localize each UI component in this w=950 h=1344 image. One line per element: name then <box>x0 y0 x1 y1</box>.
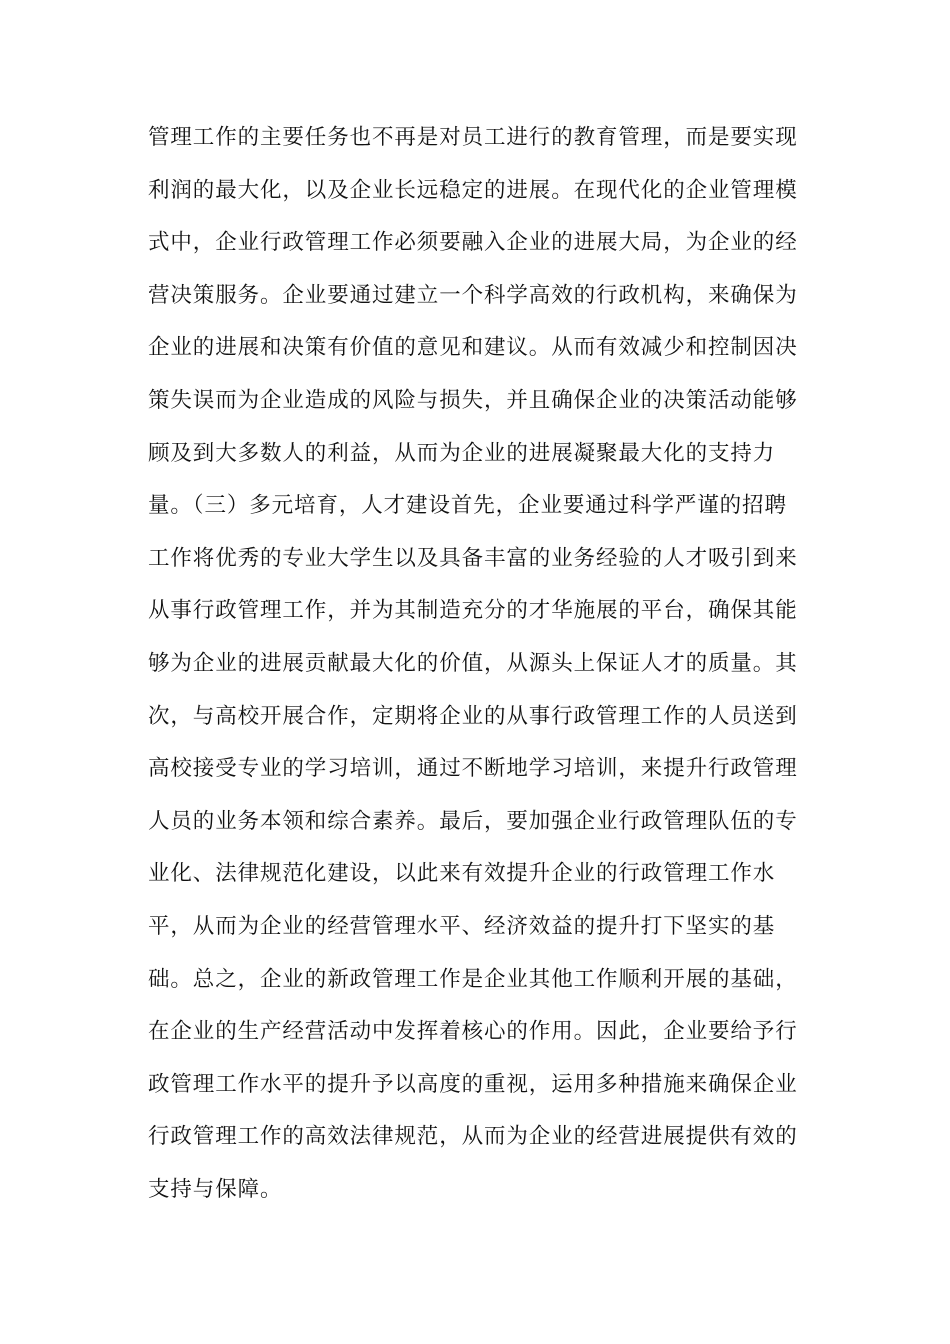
text-line: 政管理工作水平的提升予以高度的重视，运用多种措施来确保企业 <box>148 1071 798 1097</box>
text-line: 次，与高校开展合作，定期将企业的从事行政管理工作的人员送到 <box>148 703 798 729</box>
text-line: 式中，企业行政管理工作必须要融入企业的进展大局，为企业的经 <box>148 230 798 256</box>
text-line: 础。总之，企业的新政管理工作是企业其他工作顺利开展的基础， <box>148 966 798 992</box>
text-line: 管理工作的主要任务也不再是对员工进行的教育管理，而是要实现 <box>148 125 798 150</box>
text-line: 高校接受专业的学习培训，通过不断地学习培训，来提升行政管理 <box>148 756 798 782</box>
text-line: 行政管理工作的高效法律规范，从而为企业的经营进展提供有效的 <box>148 1124 798 1150</box>
text-line: 够为企业的进展贡献最大化的价值，从源头上保证人才的质量。其 <box>148 650 798 676</box>
text-line: 顾及到大多数人的利益，从而为企业的进展凝聚最大化的支持力 <box>148 440 776 466</box>
text-line: 支持与保障。 <box>148 1176 283 1202</box>
text-line: 在企业的生产经营活动中发挥着核心的作用。因此，企业要给予行 <box>148 1019 798 1045</box>
text-line: 业化、法律规范化建设，以此来有效提升企业的行政管理工作水 <box>148 861 776 887</box>
text-line: 人员的业务本领和综合素养。最后，要加强企业行政管理队伍的专 <box>148 808 798 834</box>
text-line: 从事行政管理工作，并为其制造充分的才华施展的平台，确保其能 <box>148 598 798 624</box>
text-line: 工作将优秀的专业大学生以及具备丰富的业务经验的人才吸引到来 <box>148 545 798 571</box>
text-line: 量。（三）多元培育，人才建设首先，企业要通过科学严谨的招聘 <box>148 493 787 519</box>
text-line: 企业的进展和决策有价值的意见和建议。从而有效减少和控制因决 <box>148 335 798 361</box>
body-paragraph <box>148 118 808 1222</box>
text-line: 平，从而为企业的经营管理水平、经济效益的提升打下坚实的基 <box>148 913 776 939</box>
text-line: 策失误而为企业造成的风险与损失，并且确保企业的决策活动能够 <box>148 387 798 413</box>
text-line: 营决策服务。企业要通过建立一个科学高效的行政机构，来确保为 <box>148 282 798 308</box>
text-line: 利润的最大化，以及企业长远稳定的进展。在现代化的企业管理模 <box>148 177 798 203</box>
